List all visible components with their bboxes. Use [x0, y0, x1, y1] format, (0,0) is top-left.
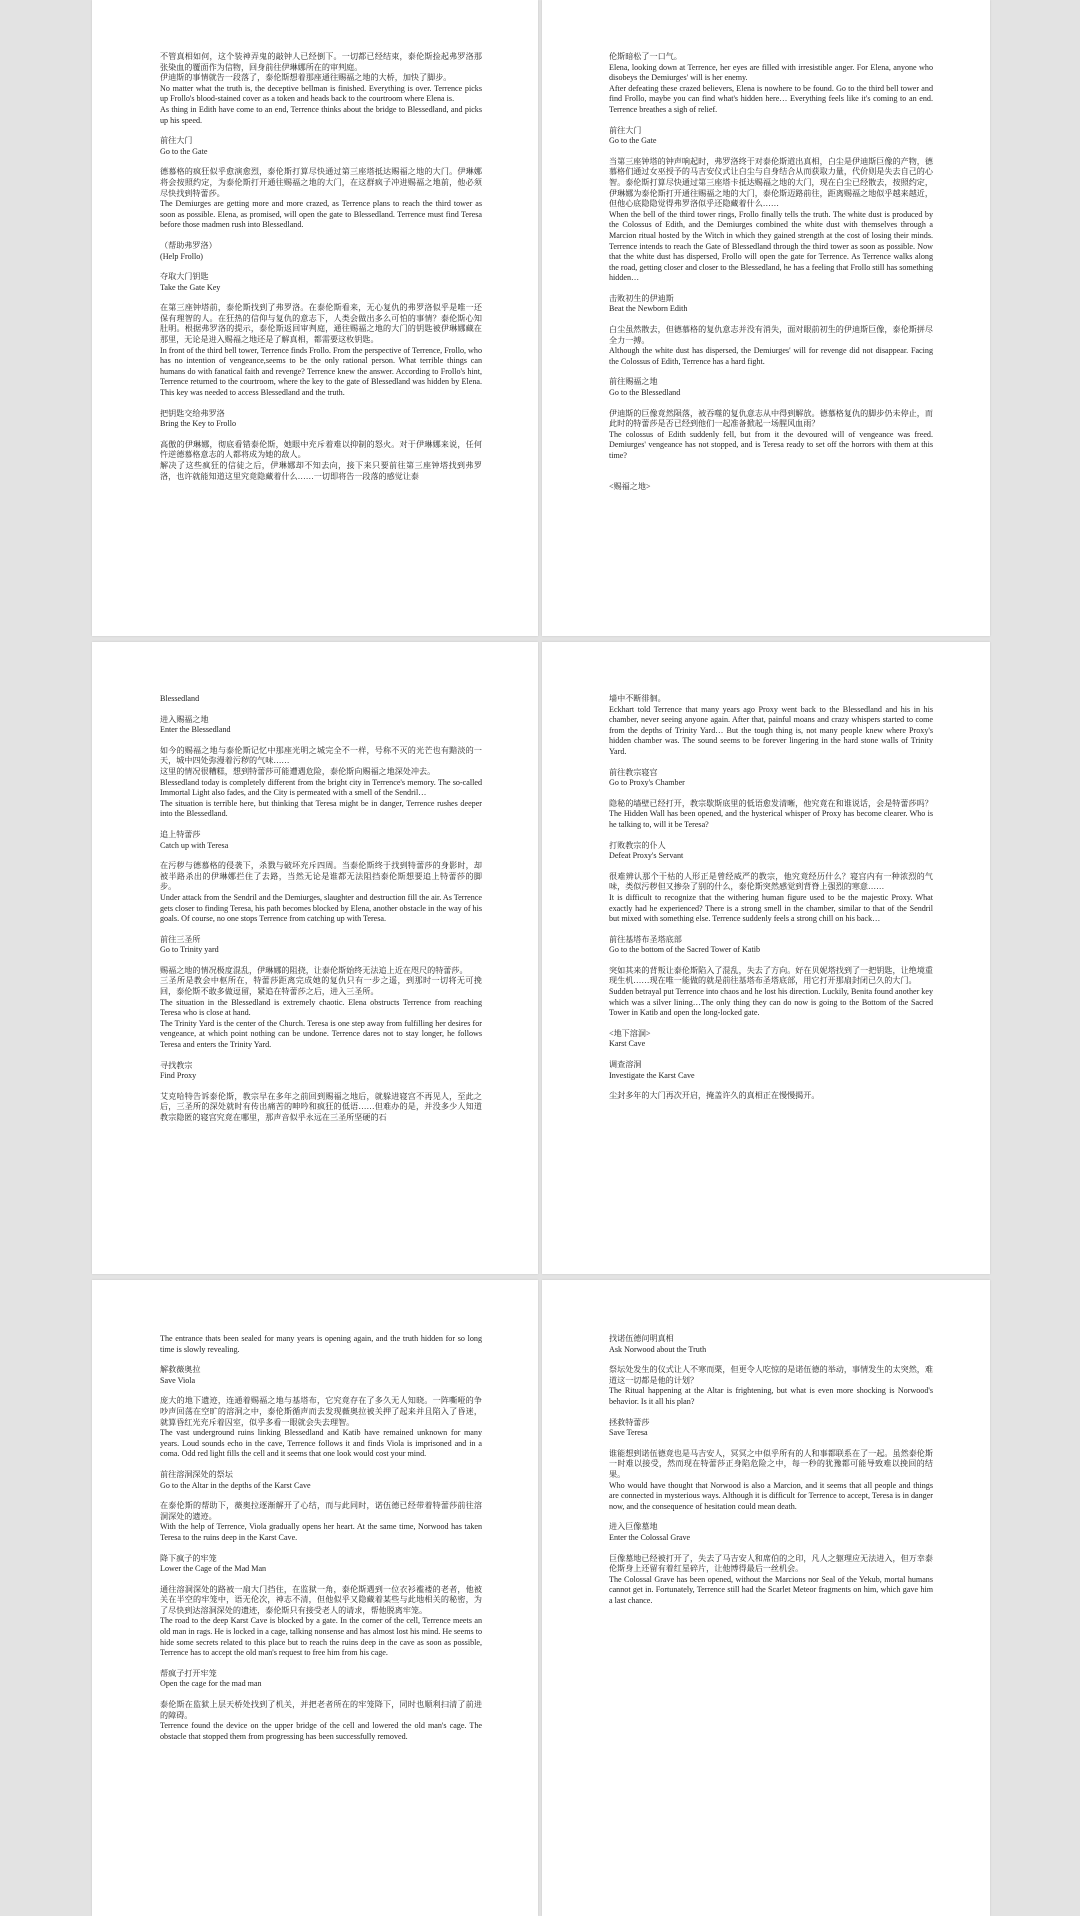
paragraph: As thing in Edith have come to an end, Terrence thinks about the bridge to Blessedland, and picks up his speed.	[160, 104, 482, 125]
paragraph-gap	[160, 126, 482, 136]
paragraph: 这里的情况很糟糕，想到特蕾莎可能遭遇危险，泰伦斯向赐福之地深处冲去。	[160, 766, 436, 776]
paragraph-gap	[160, 851, 482, 861]
section-heading: 前往教宗寝宫	[609, 767, 658, 777]
page-text	[609, 1334, 933, 1606]
paragraph-gap	[160, 157, 482, 167]
paragraph-gap	[609, 1512, 933, 1522]
paragraph: 尘封多年的大门再次开启，掩盖许久的真相正在慢慢揭开。	[609, 1091, 820, 1101]
paragraph-gap	[160, 1355, 482, 1365]
section-heading: Ask Norwood about the Truth	[609, 1344, 707, 1354]
section-heading: Go to the Gate	[609, 136, 657, 146]
paragraph-gap	[609, 956, 933, 966]
paragraph: 在污秽与德慕格的侵袭下，杀戮与破坏充斥四周。当泰伦斯终于找到特蕾莎的身影时，却被半路杀出的伊琳娜拦住了去路，当然无论是谁都无法阻挡泰伦斯想要追上特蕾莎的脚步。	[160, 861, 482, 892]
paragraph-gap	[609, 1019, 933, 1029]
paragraph: The road to the deep Karst Cave is blocked by a gate. In the corner of the cell, Terrence meets an old man in rags. He is locked in a cage, talking nonsense and has almost lost his mind. He seems to hide some secrets related to this place but to reach the ruins deep in the cave as soon as possible, Terrence has to accept the old man's request to free him from his cage.	[160, 1616, 482, 1658]
paragraph-gap	[609, 284, 933, 294]
section-heading: Open the cage for the mad man	[160, 1679, 262, 1689]
paragraph: The situation in the Blessedland is extremely chaotic. Elena obstructs Terrence from reaching Teresa who is close at hand.	[160, 997, 482, 1018]
paragraph: 伊迪斯的巨像竟然陨落，被吞噬的复仇意志从中得到解放。德慕格复仇的脚步仍未停止，而此时的特蕾莎是否已经到他们一起准备掀起一场腥风血雨？	[609, 408, 933, 429]
section-heading: Save Teresa	[609, 1428, 648, 1438]
section-heading: 打败教宗的仆人	[609, 840, 666, 850]
paragraph: 突如其来的背叛让泰伦斯陷入了混乱，失去了方向。好在贝妮塔找到了一把钥匙，让绝境重现生机……现在唯一能做的就是前往基塔布圣塔底部，用它打开那扇封闭已久的大门。	[609, 965, 933, 986]
section-heading: Go to the Blessedland	[609, 388, 681, 398]
paragraph-gap	[609, 315, 933, 325]
paragraph: 白尘虽然散去，但德慕格的复仇意志并没有消失，面对眼前初生的伊迪斯巨像，泰伦斯拼尽全力一搏。	[609, 325, 933, 345]
section-heading: （帮助弗罗洛）	[160, 240, 217, 250]
page-text	[160, 694, 482, 1124]
paragraph: The Demiurges are getting more and more crazed, as Terrence plans to reach the third tower as soon as possible. Elena, as promised, will open the gate to Blessedland. Terrence must find Teresa before those madmen rush into Blessedland.	[160, 199, 482, 230]
paragraph-gap	[609, 147, 933, 157]
section-heading: Karst Cave	[609, 1039, 646, 1049]
paragraph: It is difficult to recognize that the withering human figure used to be the majestic Proxy. What exactly had he experienced? There is a strong smell in the chamber, similar to that of the Sendril but mixed with something else. Terrence suddenly feels a strong chill on his back…	[609, 892, 933, 924]
paragraph: 如今的赐福之地与泰伦斯记忆中那座光明之城完全不一样，号称不灭的光芒也有黯淡的一天，城中四处弥漫着污秽的气味……	[160, 745, 482, 766]
paragraph-gap	[609, 399, 933, 409]
section-heading: 前往大门	[160, 136, 193, 146]
paragraph-gap	[160, 1051, 482, 1061]
section-heading: 前往三圣所	[160, 934, 201, 944]
paragraph-gap	[160, 1544, 482, 1554]
paragraph-gap	[609, 116, 933, 126]
paragraph: 很难辨认那个干枯的人形正是曾经威严的教宗，他究竟经历什么？寝宫内有一种浓烈的气味，类似污秽但又掺杂了别的什么，泰伦斯突然感觉到背脊上强烈的寒意……	[609, 871, 933, 892]
section-heading: 进入巨像墓地	[609, 1522, 658, 1532]
paragraph-gap	[609, 367, 933, 377]
paragraph: 当第三座钟塔的钟声响起时，弗罗洛终于对泰伦斯道出真相，白尘是伊迪斯巨像的产物，德慕格们通过女巫授予的马吉安仪式让白尘与自身结合从而获取力量，代价则是失去自己的心智。泰伦斯打算尽快通过第三座塔卡抵达赐福之地的大门，现在白尘已经散去，按照约定，伊琳娜为泰伦斯打开通往赐福之地的大门，泰伦斯迈路前往，距离赐福之地似乎越来越近，但他心底隐隐觉得弗罗洛似乎还隐藏着什么……	[609, 156, 933, 209]
paragraph-gap	[160, 293, 482, 303]
section-heading: 夺取大门钥匙	[160, 272, 209, 282]
paragraph: The Hidden Wall has been opened, and the hysterical whisper of Proxy has become clearer. Who is he talking to, will it be Teresa?	[609, 809, 933, 829]
paragraph: 赐福之地的情况极度混乱，伊琳娜的阻挠，让泰伦斯始终无法追上近在咫尺的特蕾莎。	[160, 965, 468, 975]
paragraph-gap	[609, 789, 933, 799]
section-heading: (Help Frollo)	[160, 251, 203, 261]
paragraph: Sudden betrayal put Terrence into chaos and he lost his direction. Luckily, Benita found another key which was a silver lining…The only thing they can do now is going to the Bottom of the Sacred Tower in Katib and open the long-locked gate.	[609, 987, 933, 1018]
paragraph-gap	[609, 925, 933, 935]
paragraph: No matter what the truth is, the deceptive bellman is finished. Everything is over. Terrence picks up Frollo's blood-stained cover as a token and heads back to the courtroom where Elena is.	[160, 83, 482, 104]
paragraph-gap	[609, 1544, 933, 1554]
section-heading: Go to the Gate	[160, 146, 208, 156]
paragraph-gap	[160, 705, 482, 715]
paragraph: With the help of Terrence, Viola gradually opens her heart. At the same time, Norwood has taken Teresa to the ruins deep in the Karst Cave.	[160, 1522, 482, 1542]
paragraph-gap	[609, 1355, 933, 1365]
section-heading: Defeat Proxy's Servant	[609, 851, 684, 861]
section-heading: Go to Trinity yard	[160, 945, 219, 955]
section-heading: Find Proxy	[160, 1071, 197, 1081]
page-text	[160, 52, 482, 482]
section-heading: 调查溶洞	[609, 1060, 642, 1070]
paragraph: 在第三座钟塔前，泰伦斯找到了弗罗洛。在泰伦斯看来，无心复仇的弗罗洛似乎是唯一还保有理智的人。在狂热的信仰与复仇的意志下，人类会做出多么可怕的事情？泰伦斯心知肚明。根据弗罗洛的提示，泰伦斯返回审判庭，通往赐福之地的大门的钥匙被伊琳娜藏在那里，无论是进入赐福之地还是了解真相，都需要这枚钥匙。	[160, 303, 482, 345]
paragraph: 伦斯暗松了一口气。	[609, 52, 682, 61]
section-heading: 把钥匙交给弗罗洛	[160, 408, 225, 418]
paragraph: 巨像墓地已经被打开了，失去了马吉安人和席伯的之印，凡人之躯理应无法进入，但万幸泰伦斯身上还留有着红星碎片，让他博得最后一丝机会。	[609, 1553, 933, 1574]
page-text	[160, 1334, 482, 1742]
paragraph-gap	[609, 462, 933, 472]
paragraph: Terrence found the device on the upper bridge of the cell and lowered the old man's cage. The obstacle that stopped them from progressing has been successfully removed.	[160, 1721, 482, 1741]
section-heading: <赐福之地>	[609, 481, 651, 491]
paragraph: 高傲的伊琳娜，彻底看错泰伦斯，她眼中充斥着难以抑制的怒火。对于伊琳娜来说，任何忤逆德慕格意志的人都将成为她的敌人。	[160, 439, 482, 460]
section-heading: Catch up with Teresa	[160, 840, 229, 850]
section-heading: <地下溶洞>	[609, 1028, 651, 1038]
paragraph: 德慕格的疯狂似乎愈演愈烈，泰伦斯打算尽快通过第三座塔抵达赐福之地的大门。伊琳娜将会按照约定，为泰伦斯打开通往赐福之地的大门，在这群疯子冲进赐福之地前，他必须尽快找到特蕾莎。	[160, 167, 482, 198]
document-page-1	[92, 0, 538, 636]
paragraph: 艾克哈特告诉泰伦斯，教宗早在多年之前回到赐福之地后，就躲进寝宫不再见人，至此之后，三圣所的深处就时有传出痛苦的呻吟和疯狂的低语……但难办的是，并没多少人知道教宗隐匿的寝宫究竟在哪里，那声音似乎永远在三圣所坚硬的石	[160, 1091, 482, 1122]
paragraph: Elena, looking down at Terrence, her eyes are filled with irresistible anger. For Elena, anyone who disobeys the Demiurges' will is her enemy.	[609, 62, 933, 83]
paragraph: The Colossal Grave has been opened, without the Marcions nor Seal of the Yekub, mortal humans cannot get in. Fortunately, Terrence still had the Scarlet Meteor fragments on him, which gave him a last chance.	[609, 1574, 933, 1605]
paragraph-gap	[160, 925, 482, 935]
section-heading: 找诺伍德问明真相	[609, 1334, 674, 1343]
section-heading: Beat the Newborn Edith	[609, 304, 688, 314]
paragraph: 在泰伦斯的帮助下，薇奥拉逐渐解开了心结，而与此同时，诺伍德已经带着特蕾莎前往溶洞深处的遗迹。	[160, 1501, 482, 1521]
section-heading: Enter the Blessedland	[160, 725, 231, 735]
paragraph: Blessedland today is completely different from the bright city in Terrence's memory. The so-called Immortal Light also fades, and the City is permeated with a smell of the Sendril…	[160, 777, 482, 798]
section-heading: 追上特蕾莎	[160, 829, 201, 839]
paragraph-gap	[160, 231, 482, 241]
paragraph: The vast underground ruins linking Blessedland and Katib have remained unknown for many years. Loud sounds echo in the cave, Terrence follows it and finds Viola is imprisoned and in a coma. Odd red light fills the cell and it seems that one look would cost your mind.	[160, 1428, 482, 1459]
paragraph: When the bell of the third tower rings, Frollo finally tells the truth. The white dust is produced by the Colossus of Edith, and the Demiurges combined the white dust with themselves through a Marcion ritual hosted by the Witch in which they gained strength at the cost of losing their minds. Terrence intends to reach the Gate of Blessedland through the third tower as soon as possible. Now that the white dust has dispersed, Frollo will open the gate for Terrence. As Terrence walks along the road, getting closer and closer to the Blessedland, he has a feeling that Frollo still has something hidden…	[609, 209, 933, 283]
section-heading: 前往大门	[609, 125, 642, 135]
paragraph-gap	[160, 956, 482, 966]
paragraph-gap	[160, 1491, 482, 1501]
section-heading: Investigate the Karst Cave	[609, 1070, 695, 1080]
section-heading: 降下疯子的牢笼	[160, 1553, 217, 1563]
paragraph: 庞大的地下遗迹，连通着赐福之地与基塔布，它究竟存在了多久无人知晓。一阵嘶哑的争吵声回荡在空旷的溶洞之中，泰伦斯循声而去发现薇奥拉被关押了起来并且陷入了昏迷，就算昏红光充斥着囚室，似乎多看一眼就会失去理智。	[160, 1396, 482, 1427]
paragraph: 伊迪斯的事情就告一段落了，泰伦斯想着那座通往赐福之地的大桥，加快了脚步。	[160, 73, 452, 83]
paragraph-gap	[160, 1386, 482, 1396]
section-heading: Bring the Key to Frollo	[160, 419, 236, 429]
section-heading: 击败初生的伊迪斯	[609, 293, 674, 303]
paragraph: 解决了这些疯狂的信徒之后，伊琳娜却不知去向，接下来只要前往第三座钟塔找到弗罗洛，也许就能知道这里究竟隐藏着什么……一切即将告一段落的感觉让泰	[160, 461, 482, 481]
paragraph-gap	[609, 1081, 933, 1091]
paragraph: The Trinity Yard is the center of the Church. Teresa is one step away from fulfilling her desires for vengeance, at which point nothing can be undone. Terrence dares not to stay longer, he follows Teresa and enters the Trinity Yard.	[160, 1018, 482, 1050]
paragraph: 墙中不断徘徊。	[609, 694, 666, 703]
paragraph: In front of the third bell tower, Terrence finds Frollo. From the perspective of Terrence, Frollo, who has no intention of vengeance,seems to be the only rational person. What terrible things can humans do with fanatical faith and revenge? Terrence knew the answer. According to Frollo's hint, Terrence returned to the courtroom, where the key to the gate of Blessedland was hidden by Elena. This key was needed to access Blessedland and the truth.	[160, 345, 482, 398]
paragraph-gap	[609, 1439, 933, 1449]
paragraph-gap	[609, 758, 933, 768]
section-heading: Take the Gate Key	[160, 282, 221, 292]
paragraph-gap	[609, 831, 933, 841]
paragraph: Under attack from the Sendril and the Demiurges, slaughter and destruction fill the air. As Terrence gets closer to finding Teresa, his path becomes blocked by Elena, another obstacle in the way of his goals. Of course, no one stops Terrence from catching up with Teresa.	[160, 892, 482, 924]
paragraph-gap	[609, 472, 933, 482]
section-heading: Blessedland	[160, 694, 200, 703]
section-heading: 拯救特蕾莎	[609, 1417, 650, 1427]
paragraph: Although the white dust has dispersed, the Demiurges' will for revenge did not disappear. Facing the Colossus of Edith, Terrence has a hard fight.	[609, 346, 933, 366]
paragraph: Eckhart told Terrence that many years ago Proxy went back to the Blessedland and his in his chamber, never seeing anyone again. After that, painful moans and crazy whispers started to come from the depths of Trinity Yard… But the tough thing is, not many people knew where Proxy's hidden chamber was. The sound seems to be forever lingering in the hard stone walls of Trinity Yard.	[609, 704, 933, 756]
section-heading: Enter the Colossal Grave	[609, 1532, 691, 1542]
paragraph: 隐秘的墙壁已经打开，教宗歇斯底里的低语愈发清晰，他究竟在和谁说话，会是特蕾莎吗？	[609, 798, 933, 808]
paragraph: 泰伦斯在监狱上层天桥处找到了机关，并把老者所在的牢笼降下，同时也顺利扫清了前进的障碍。	[160, 1700, 482, 1720]
paragraph-gap	[609, 1408, 933, 1418]
section-heading: Go to the Altar in the depths of the Karst Cave	[160, 1480, 311, 1490]
paragraph-gap	[160, 1082, 482, 1092]
paragraph: The situation is terrible here, but thinking that Teresa might be in danger, Terrence rushes deeper into the Blessedland.	[160, 798, 482, 819]
paragraph: 祭坛处发生的仪式让人不寒而栗，但更令人吃惊的是诺伍德的举动，事情发生的太突然，难道这一切都是他的计划？	[609, 1365, 933, 1385]
section-heading: Lower the Cage of the Mad Man	[160, 1564, 267, 1574]
section-heading: 寻找教宗	[160, 1060, 193, 1070]
paragraph-gap	[160, 736, 482, 746]
page-text	[609, 52, 933, 492]
paragraph: The Ritual happening at the Altar is frightening, but what is even more shocking is Norwood's behavior. Is it all his plan?	[609, 1386, 933, 1406]
section-heading: Go to the bottom of the Sacred Tower of Katib	[609, 945, 761, 955]
paragraph-gap	[160, 430, 482, 440]
paragraph: 三圣所是教会中枢所在，特蕾莎距离完成她的复仇只有一步之遥，到那时一切将无可挽回，泰伦斯不敢多做逗留，紧追在特蕾莎之后，进入三圣所。	[160, 976, 482, 997]
paragraph: The colossus of Edith suddenly fell, but from it the devoured will of vengeance was freed. Demiurges' vengeance has not stopped, and is Teresa ready to set off the horrors with them at this time?	[609, 429, 933, 460]
section-heading: 帮疯子打开牢笼	[160, 1668, 217, 1678]
paragraph-gap	[160, 820, 482, 830]
paragraph-gap	[160, 1575, 482, 1585]
section-heading: Go to Proxy's Chamber	[609, 778, 685, 788]
section-heading: 前往基塔布圣塔底部	[609, 934, 682, 944]
document-page-3	[92, 642, 538, 1274]
paragraph-gap	[160, 399, 482, 409]
paragraph-gap	[160, 1659, 482, 1669]
paragraph-gap	[160, 1460, 482, 1470]
paragraph: 谁能想到诺伍德竟也是马吉安人，冥冥之中似乎所有的人和事都联系在了一起。虽然泰伦斯一时难以接受，然而现在特蕾莎正身陷危险之中，每一秒的犹豫都可能导致难以挽回的结果。	[609, 1448, 933, 1479]
paragraph: 不管真相如何，这个装神弄鬼的敲钟人已经倒下。一切都已经结束，泰伦斯捡起弗罗洛那张染血的覆面作为信物，回身前往伊琳娜所在的审判庭。	[160, 52, 482, 72]
section-heading: Save Viola	[160, 1375, 196, 1385]
section-heading: 解救薇奥拉	[160, 1365, 201, 1375]
document-page-6	[542, 1280, 990, 1916]
paragraph: 通往溶洞深处的路被一扇大门挡住，在监狱一角，泰伦斯遇到一位衣衫褴褛的老者，他被关在半空的牢笼中，语无伦次，神志不清，但他似乎又隐藏着某些与此地相关的秘密，为了尽快到达溶洞深处的遗迹，泰伦斯只有接受老人的请求，帮他脱离牢笼。	[160, 1584, 482, 1615]
section-heading: 进入赐福之地	[160, 714, 209, 724]
page-text	[609, 694, 933, 1102]
document-page-4	[542, 642, 990, 1274]
document-page-2	[542, 0, 990, 636]
section-heading: 前往赐福之地	[609, 377, 658, 387]
paragraph-gap	[609, 862, 933, 872]
paragraph-gap	[160, 1690, 482, 1700]
paragraph-gap	[160, 262, 482, 272]
paragraph-gap	[609, 1050, 933, 1060]
section-heading: 前往溶洞深处的祭坛	[160, 1469, 233, 1479]
paragraph: Who would have thought that Norwood is also a Marcion, and it seems that all people and things are connected in mysterious ways. Although it is difficult for Terrence to accept, Teresa is in danger now, and the consequence of hesitation could mean death.	[609, 1480, 933, 1511]
paragraph: The entrance thats been sealed for many years is opening again, and the truth hidden for so long time is slowly revealing.	[160, 1334, 482, 1354]
document-page-5	[92, 1280, 538, 1916]
paragraph: After defeating these crazed believers, Elena is nowhere to be found. Go to the third bell tower and find Frollo, maybe you can find what's hidden here… Everything feels like it's coming to an end. Terrence breathes a sigh of relief.	[609, 83, 933, 114]
